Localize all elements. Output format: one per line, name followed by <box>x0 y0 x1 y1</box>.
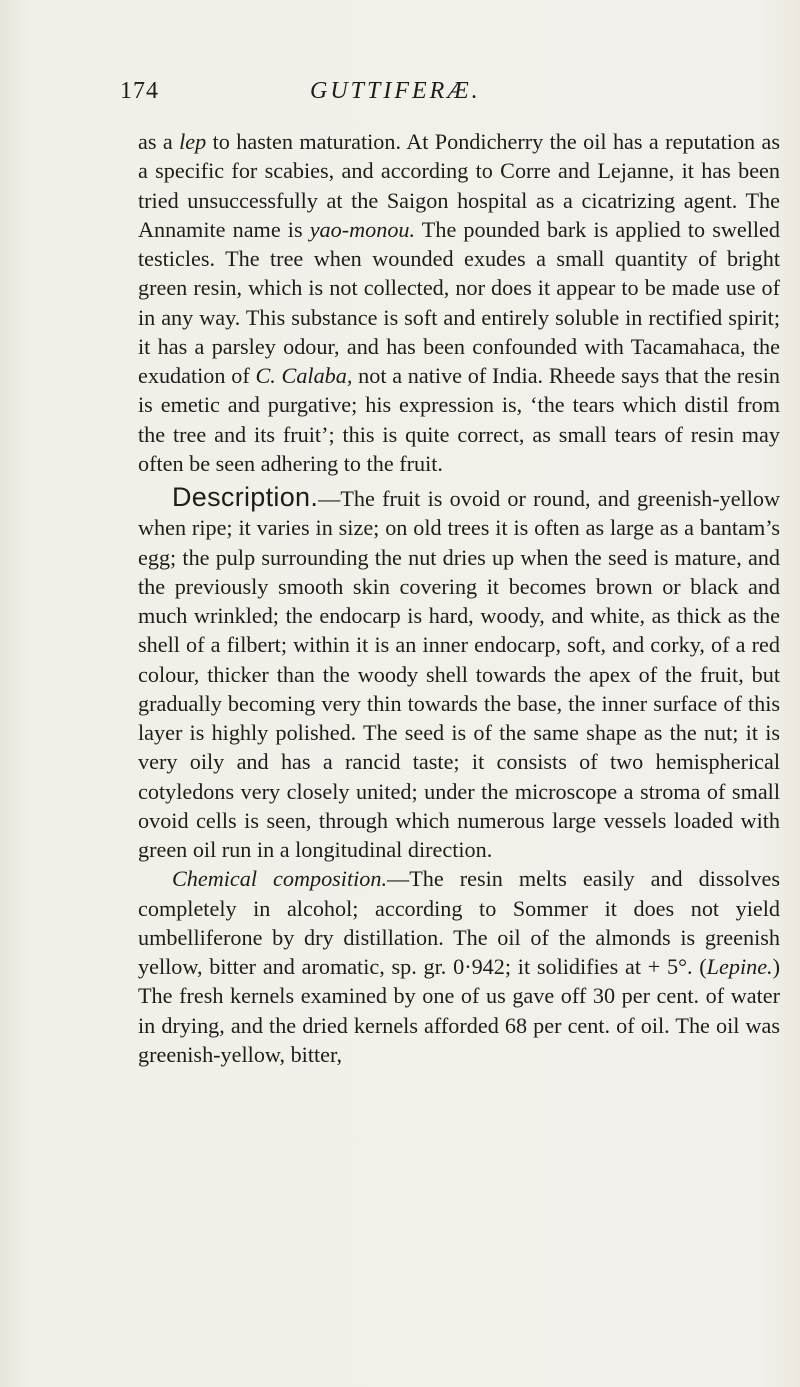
paragraph-description <box>138 483 780 864</box>
page-number: 174 <box>120 78 159 104</box>
text-run: to hasten maturation. At Pondicherry the oil has a reputation as a specific for scabies, and according to Corre and Lejanne, it has been tried unsuccessfully at the Saigon hospital as a cicatrizing agent. The Annamite name is <box>138 129 780 242</box>
paragraph-lep-usage <box>138 127 780 478</box>
italic-term: Lepine. <box>706 954 773 979</box>
page-header <box>120 78 760 110</box>
text-run: —The resin melts easily and dissolves completely in alcohol; according to Sommer it does not yield umbelliferone by dry distillation. The oil of the almonds is greenish yellow, bitter and aromatic, sp. gr. 0·942; it solidifies at + 5°. ( <box>138 866 780 979</box>
text-run: not a native of India. Rheede says that the resin is emetic and purgative; his expression is, ‘the tears which distil from the tree and its fruit’; this is quite correct, as small tears of resin may often be seen adhering to the fruit. <box>138 363 780 476</box>
body-text <box>138 127 780 1069</box>
text-run: The pounded bark is applied to swelled testicles. The tree when wounded exudes a small quantity of bright green resin, which is not collected, nor does it appear to be made use of in any way. This substance is soft and entirely soluble in rectified spirit; it has a parsley odour, and has been confounded with Tacamahaca, the exudation of <box>138 216 780 388</box>
text-run: ) The fresh kernels examined by one of us gave off 30 per cent. of water in drying, and the dried kernels afforded 68 per cent. of oil. The oil was greenish-yellow, bitter, <box>138 954 780 1067</box>
paragraph-chemical-composition <box>138 864 780 1069</box>
section-heading-chemical-composition: Chemical composition. <box>172 866 388 892</box>
section-heading-description: Description. <box>172 482 319 512</box>
italic-term: C. Calaba, <box>255 363 353 388</box>
running-title: GUTTIFERÆ. <box>310 78 481 104</box>
text-run: as a <box>138 129 180 154</box>
text-run: —The fruit is ovoid or round, and greenish-yellow when ripe; it varies in size; on old trees it is often as large as a bantam’s egg; the pulp surrounding the nut dries up when the seed is mature, and the previously smooth skin covering it becomes brown or black and much wrinkled; the endocarp is hard, woody, and white, as thick as the shell of a filbert; within it is an inner endocarp, soft, and corky, of a red colour, thicker than the woody shell towards the apex of the fruit, but gradually becoming very thin towards the base, the inner surface of this layer is highly polished. The seed is of the same shape as the nut; it is very oily and has a rancid taste; it consists of two hemispherical cotyledons very closely united; under the microscope a stroma of small ovoid cells is seen, through which numerous large vessels loaded with green oil run in a longitudinal direction. <box>138 486 780 862</box>
italic-term: lep <box>179 129 207 154</box>
italic-term: yao-monou. <box>309 216 416 242</box>
